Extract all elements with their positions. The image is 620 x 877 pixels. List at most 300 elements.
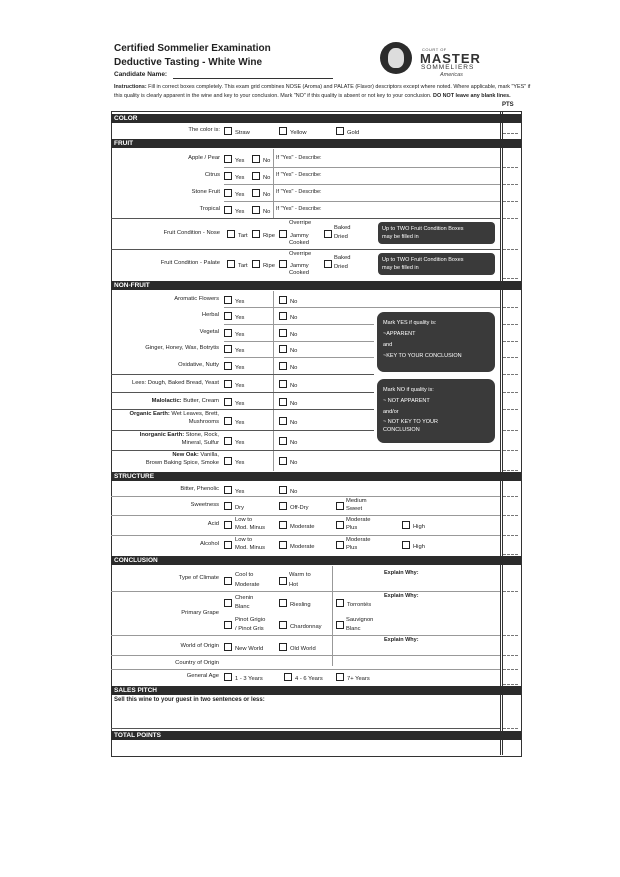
- note-line: may be filled in: [382, 265, 419, 271]
- row-divider: [111, 392, 374, 393]
- age-label: General Age: [186, 673, 219, 679]
- label-text: Wet Leaves, Brett,: [171, 411, 219, 417]
- sweet-offdry-option[interactable]: [279, 502, 309, 512]
- option-label: 7+ Years: [347, 676, 370, 682]
- fruit-describe-label: If "Yes" - Describe:: [276, 155, 322, 161]
- fruit-no-option[interactable]: [252, 189, 270, 199]
- option-label: No: [290, 299, 298, 305]
- nonfruit-no-option[interactable]: [279, 312, 297, 322]
- pts-tick: [503, 635, 518, 636]
- fruit-yes-option[interactable]: [224, 172, 244, 182]
- checkbox[interactable]: [252, 260, 260, 268]
- checkbox[interactable]: [224, 398, 232, 406]
- checkbox[interactable]: [224, 127, 232, 135]
- note-line: Mark YES if quality is:: [383, 320, 437, 326]
- condition-ripe-option[interactable]: [252, 260, 275, 270]
- age-4-6-option[interactable]: [284, 673, 323, 683]
- grape-chenin-option[interactable]: [224, 599, 235, 609]
- section-conclusion: CONCLUSION: [111, 556, 521, 565]
- condition-baked-label: Baked: [334, 255, 351, 261]
- checkbox[interactable]: [252, 206, 260, 214]
- option-label: No: [290, 315, 298, 321]
- pts-header: PTS: [502, 102, 514, 108]
- checkbox[interactable]: [279, 621, 287, 629]
- checkbox[interactable]: [224, 312, 232, 320]
- option-label: Moderate: [346, 517, 371, 523]
- note-line: Up to TWO Fruit Condition Boxes: [382, 226, 464, 232]
- checkbox[interactable]: [224, 329, 232, 337]
- option-label: High: [413, 544, 425, 550]
- option-label: Yes: [235, 365, 245, 371]
- acid-moderate-option[interactable]: [279, 521, 315, 531]
- option-label: Gold: [347, 130, 360, 136]
- pts-tick: [503, 218, 518, 219]
- grape-chardonnay-option[interactable]: [279, 621, 322, 631]
- row-divider: [111, 635, 500, 636]
- fruit-row-label: Citrus: [204, 172, 220, 178]
- checkbox[interactable]: [224, 437, 232, 445]
- checkbox[interactable]: [224, 577, 232, 585]
- grape-riesling-option[interactable]: [279, 599, 311, 609]
- option-label: 4 - 6 Years: [295, 676, 323, 682]
- alcohol-high-option[interactable]: [402, 541, 425, 551]
- option-label: Yes: [235, 299, 245, 305]
- climate-cool-label: [235, 570, 260, 590]
- acid-modplus-label: [346, 516, 371, 532]
- checkbox[interactable]: [224, 362, 232, 370]
- condition-cooked-label: Cooked: [289, 270, 309, 276]
- note-line: ~ NOT APPARENT: [383, 398, 430, 404]
- option-label-2: / Pinot Gris: [235, 626, 264, 632]
- pts-tick: [503, 374, 518, 375]
- nonfruit-row-label: Aromatic Flowers: [174, 296, 219, 302]
- option-label: Yes: [235, 401, 245, 407]
- option-label: Low to: [235, 517, 253, 523]
- option-label: High: [413, 524, 425, 530]
- acid-low-option[interactable]: [224, 521, 235, 531]
- climate-label: Type of Climate: [178, 575, 219, 581]
- instructions: [114, 83, 534, 101]
- checkbox[interactable]: [324, 260, 332, 268]
- note-line: may be filled in: [382, 234, 419, 240]
- option-label-2: Plus: [346, 545, 358, 551]
- checkbox[interactable]: [279, 541, 287, 549]
- option-label: Yes: [235, 489, 245, 495]
- checkbox[interactable]: [224, 417, 232, 425]
- fruit-no-option[interactable]: [252, 206, 270, 216]
- condition-jammy-option[interactable]: [279, 230, 309, 240]
- age-7plus-option[interactable]: [336, 673, 370, 683]
- checkbox[interactable]: [224, 673, 232, 681]
- option-label: Yes: [235, 315, 245, 321]
- nonfruit-no-option[interactable]: [279, 437, 297, 447]
- row-divider: [111, 450, 500, 451]
- checkbox[interactable]: [279, 502, 287, 510]
- row-divider: [224, 324, 374, 325]
- fruit-condition-note: [378, 222, 495, 244]
- sweetness-label: Sweetness: [190, 502, 219, 508]
- nonfruit-yes-option[interactable]: [224, 296, 244, 306]
- option-label: Jammy: [290, 263, 309, 269]
- yes-guidance-note: [377, 312, 495, 372]
- row-divider: [111, 728, 500, 729]
- checkbox[interactable]: [224, 189, 232, 197]
- pts-tick: [503, 684, 518, 685]
- checkbox[interactable]: [279, 296, 287, 304]
- nonfruit-yes-option[interactable]: [224, 417, 244, 427]
- option-label: Dry: [235, 505, 245, 511]
- option-label: Yes: [235, 348, 245, 354]
- label-text: Butter, Cream: [183, 398, 219, 404]
- grape-sauvignon-label: [346, 616, 373, 634]
- note-line: and: [383, 342, 393, 348]
- pts-tick: [503, 307, 518, 308]
- nonfruit-row-label: [112, 411, 219, 426]
- points-column-divider-2: [502, 111, 503, 755]
- row-divider: [224, 201, 500, 202]
- pts-tick: [503, 324, 518, 325]
- candidate-name-field[interactable]: [173, 78, 333, 79]
- option-label: Yellow: [290, 130, 307, 136]
- logo-court: COURT OF: [422, 47, 447, 52]
- checkbox[interactable]: [224, 621, 232, 629]
- checkbox[interactable]: [252, 155, 260, 163]
- option-label: Riesling: [290, 602, 311, 608]
- grape-label: Primary Grape: [181, 610, 219, 616]
- nonfruit-row-label: [112, 432, 219, 447]
- checkbox[interactable]: [224, 643, 232, 651]
- pts-tick: [503, 591, 518, 592]
- checkbox[interactable]: [224, 541, 232, 549]
- pts-tick: [503, 554, 518, 555]
- nonfruit-row-label: Vegetal: [199, 329, 219, 335]
- checkbox[interactable]: [279, 345, 287, 353]
- no-guidance-note: [377, 379, 495, 443]
- pts-tick: [503, 669, 518, 670]
- checkbox[interactable]: [279, 398, 287, 406]
- row-divider: [224, 307, 500, 308]
- pts-tick: [503, 278, 518, 279]
- nonfruit-no-option[interactable]: [279, 345, 297, 355]
- checkbox[interactable]: [336, 541, 344, 549]
- checkbox[interactable]: [336, 599, 344, 607]
- sweet-dry-option[interactable]: [224, 502, 244, 512]
- note-line: Mark NO if quality is:: [383, 387, 434, 393]
- nonfruit-row-label: [112, 452, 219, 467]
- checkbox[interactable]: [279, 260, 287, 268]
- instructions-lead: Instructions:: [114, 84, 147, 90]
- option-label: No: [290, 440, 298, 446]
- option-label-2: Mod. Minus: [235, 545, 265, 551]
- option-label-2: Blanc: [235, 604, 250, 610]
- checkbox[interactable]: [224, 599, 232, 607]
- option-label: Medium: [346, 498, 367, 504]
- fruit-row-label: Tropical: [199, 206, 220, 212]
- row-divider: [111, 515, 500, 516]
- option-label-2: Moderate: [235, 582, 260, 588]
- checkbox[interactable]: [224, 345, 232, 353]
- label-prefix: Inorganic Earth:: [139, 432, 185, 438]
- checkbox[interactable]: [279, 643, 287, 651]
- checkbox[interactable]: [279, 362, 287, 370]
- alcohol-moderate-option[interactable]: [279, 541, 315, 551]
- option-label: Tart: [238, 263, 248, 269]
- condition-tart-option[interactable]: [227, 260, 248, 270]
- pts-tick: [503, 430, 518, 431]
- pts-tick: [503, 341, 518, 342]
- checkbox[interactable]: [284, 673, 292, 681]
- nonfruit-no-option[interactable]: [279, 457, 297, 467]
- option-label: No: [290, 460, 298, 466]
- nonfruit-row-label: Oxidative, Nutty: [178, 362, 219, 368]
- option-label: New World: [235, 646, 264, 652]
- option-label: No: [290, 365, 298, 371]
- row-divider: [111, 591, 500, 592]
- section-total-points: TOTAL POINTS: [111, 731, 521, 740]
- option-label-2: Mod. Minus: [235, 525, 265, 531]
- checkbox[interactable]: [224, 521, 232, 529]
- nonfruit-no-option[interactable]: [279, 380, 297, 390]
- color-gold-option[interactable]: [336, 127, 359, 137]
- checkbox[interactable]: [227, 260, 235, 268]
- acid-label: Acid: [207, 521, 219, 527]
- checkbox[interactable]: [224, 155, 232, 163]
- row-divider: [224, 357, 374, 358]
- option-label: Sauvignon: [346, 617, 374, 623]
- origin-new-option[interactable]: [224, 643, 263, 653]
- checkbox[interactable]: [336, 621, 344, 629]
- nonfruit-no-option[interactable]: [279, 329, 297, 339]
- fruit-yes-option[interactable]: [224, 206, 244, 216]
- pts-tick: [503, 133, 518, 134]
- color-yellow-option[interactable]: [279, 127, 307, 137]
- origin-explain-label: Explain Why:: [384, 637, 419, 643]
- fruit-yes-option[interactable]: [224, 189, 244, 199]
- row-divider: [111, 409, 374, 410]
- logo-americas: Americas: [440, 72, 463, 78]
- nonfruit-row-label: Lees: Dough, Baked Bread, Yeast: [131, 380, 219, 386]
- acid-high-option[interactable]: [402, 521, 425, 531]
- conclusion-divider: [332, 566, 333, 666]
- option-label: Torrontés: [347, 602, 372, 608]
- checkbox[interactable]: [279, 577, 287, 585]
- row-divider: [111, 249, 500, 250]
- row-divider: [111, 535, 500, 536]
- instructions-tail: DO NOT leave any blank lines.: [433, 93, 511, 99]
- nonfruit-yes-option[interactable]: [224, 457, 244, 467]
- condition-tart-option[interactable]: [227, 230, 248, 240]
- note-line: ~APPARENT: [383, 331, 416, 337]
- color-straw-option[interactable]: [224, 127, 250, 137]
- pts-tick: [503, 535, 518, 536]
- option-label-2: Plus: [346, 525, 358, 531]
- label-text: Stone, Rock,: [185, 432, 219, 438]
- nonfruit-yes-option[interactable]: [224, 312, 244, 322]
- option-label: No: [290, 383, 298, 389]
- option-label: Ripe: [263, 233, 275, 239]
- nonfruit-row-label: Ginger, Honey, Wax, Botrytis: [145, 345, 219, 351]
- section-nonfruit: NON-FRUIT: [111, 281, 521, 290]
- checkbox[interactable]: [279, 230, 287, 238]
- option-label: Straw: [235, 130, 250, 136]
- color-label: The color is:: [188, 127, 220, 133]
- nonfruit-no-option[interactable]: [279, 398, 297, 408]
- grape-pinot-option[interactable]: [224, 621, 235, 631]
- alcohol-low-option[interactable]: [224, 541, 235, 551]
- note-line: Up to TWO Fruit Condition Boxes: [382, 257, 464, 263]
- condition-cooked-label: Cooked: [289, 240, 309, 246]
- climate-warm-label: [289, 570, 311, 590]
- row-divider: [111, 655, 500, 656]
- row-divider: [111, 430, 374, 431]
- checkbox[interactable]: [224, 206, 232, 214]
- option-label: No: [290, 348, 298, 354]
- nonfruit-yes-option[interactable]: [224, 345, 244, 355]
- origin-old-option[interactable]: [279, 643, 316, 653]
- section-structure: STRUCTURE: [111, 472, 521, 481]
- checkbox[interactable]: [336, 127, 344, 135]
- option-label: Pinot Grigio: [235, 617, 266, 623]
- bitter-yes-option[interactable]: [224, 486, 244, 496]
- condition-jammy-option[interactable]: [279, 260, 309, 270]
- option-label: No: [290, 332, 298, 338]
- option-label: No: [263, 209, 271, 215]
- alcohol-low-label: [235, 536, 265, 552]
- nonfruit-divider: [273, 291, 274, 471]
- checkbox[interactable]: [279, 417, 287, 425]
- fruit-describe-label: If "Yes" - Describe:: [276, 172, 322, 178]
- fruit-no-option[interactable]: [252, 172, 270, 182]
- option-label: Off-Dry: [290, 505, 309, 511]
- checkbox[interactable]: [279, 486, 287, 494]
- checkbox[interactable]: [336, 521, 344, 529]
- logo-sommeliers: SOMMELIERS: [421, 64, 475, 71]
- checkbox[interactable]: [279, 329, 287, 337]
- condition-baked-label: Baked: [334, 225, 351, 231]
- bitter-no-option[interactable]: [279, 486, 297, 496]
- checkbox[interactable]: [252, 172, 260, 180]
- pts-tick: [503, 728, 518, 729]
- checkbox[interactable]: [279, 599, 287, 607]
- checkbox[interactable]: [252, 230, 260, 238]
- pts-tick: [503, 249, 518, 250]
- instructions-text: Fill in correct boxes completely. This exam grid combines NOSE (Aroma) and PALATE (Flavor) descriptors except where noted. Where applicable, mark "YES" if this quality is clearly apparent in the wine and key to your conclusion. Mark "NO" if this quality is absent or not key to your conclusion.: [114, 84, 531, 99]
- fruit-describe-label: If "Yes" - Describe:: [276, 206, 322, 212]
- grape-explain-label: Explain Why:: [384, 593, 419, 599]
- label-prefix: Malolactic:: [151, 398, 182, 404]
- option-label-2: Hot: [289, 582, 299, 588]
- checkbox[interactable]: [227, 230, 235, 238]
- row-divider: [224, 167, 500, 168]
- checkbox[interactable]: [324, 230, 332, 238]
- checkbox[interactable]: [224, 457, 232, 465]
- climate-cool-option[interactable]: [224, 577, 235, 587]
- checkbox[interactable]: [224, 380, 232, 388]
- checkbox[interactable]: [224, 486, 232, 494]
- checkbox[interactable]: [279, 312, 287, 320]
- checkbox[interactable]: [279, 521, 287, 529]
- grape-chenin-label: [235, 594, 253, 612]
- checkbox[interactable]: [279, 380, 287, 388]
- row-divider: [224, 184, 500, 185]
- option-label: Yes: [235, 175, 245, 181]
- nonfruit-yes-option[interactable]: [224, 380, 244, 390]
- court-of-master-sommeliers-logo: [380, 42, 520, 82]
- option-label: Moderate: [346, 537, 371, 543]
- nonfruit-row-label: Herbal: [201, 312, 219, 318]
- fruit-yes-option[interactable]: [224, 155, 244, 165]
- option-label: Warm to: [289, 572, 311, 578]
- condition-dried-label: Dried: [334, 264, 348, 270]
- fruit-row-label: Apple / Pear: [188, 155, 220, 161]
- grape-torrontes-option[interactable]: [336, 599, 371, 609]
- checkbox[interactable]: [279, 437, 287, 445]
- checkbox[interactable]: [336, 502, 344, 510]
- option-label: No: [290, 489, 298, 495]
- pts-tick: [503, 201, 518, 202]
- nonfruit-yes-option[interactable]: [224, 362, 244, 372]
- fruit-no-option[interactable]: [252, 155, 270, 165]
- checkbox[interactable]: [279, 457, 287, 465]
- option-label: No: [290, 420, 298, 426]
- row-divider: [224, 341, 374, 342]
- age-1-3-option[interactable]: [224, 673, 263, 683]
- option-label: Yes: [235, 192, 245, 198]
- option-label: Yes: [235, 460, 245, 466]
- fruit-row-label: Stone Fruit: [191, 189, 220, 195]
- option-label: No: [263, 158, 271, 164]
- checkbox[interactable]: [252, 189, 260, 197]
- condition-ripe-option[interactable]: [252, 230, 275, 240]
- section-color: COLOR: [111, 114, 521, 123]
- pts-tick: [503, 167, 518, 168]
- label-prefix: Organic Earth:: [129, 411, 170, 417]
- option-label: Chenin: [235, 595, 254, 601]
- option-label: No: [263, 175, 271, 181]
- option-label: 1 - 3 Years: [235, 676, 263, 682]
- climate-explain-label: Explain Why:: [384, 570, 419, 576]
- checkbox[interactable]: [224, 296, 232, 304]
- origin-label: World of Origin: [180, 643, 219, 649]
- fruit-condition-palate-label: Fruit Condition - Palate: [160, 260, 220, 266]
- nonfruit-no-option[interactable]: [279, 362, 297, 372]
- nonfruit-yes-option[interactable]: [224, 437, 244, 447]
- condition-overripe-label: Overripe: [289, 220, 312, 226]
- logo-master: MASTER: [420, 51, 481, 66]
- pts-tick: [503, 357, 518, 358]
- checkbox[interactable]: [224, 502, 232, 510]
- nonfruit-no-option[interactable]: [279, 296, 297, 306]
- nonfruit-yes-option[interactable]: [224, 329, 244, 339]
- option-label: Tart: [238, 233, 248, 239]
- alcohol-modplus-label: [346, 536, 371, 552]
- fruit-condition-note: [378, 253, 495, 275]
- checkbox[interactable]: [224, 172, 232, 180]
- label-text-2: Mineral, Sulfur: [181, 439, 219, 446]
- nonfruit-yes-option[interactable]: [224, 398, 244, 408]
- checkbox[interactable]: [279, 127, 287, 135]
- checkbox[interactable]: [402, 521, 410, 529]
- alcohol-label: Alcohol: [199, 541, 219, 547]
- checkbox[interactable]: [402, 541, 410, 549]
- option-label-2: Sweet: [346, 506, 363, 512]
- page-subtitle: Deductive Tasting - White Wine: [114, 57, 263, 68]
- candidate-name-label: Candidate Name:: [114, 71, 168, 78]
- nonfruit-no-option[interactable]: [279, 417, 297, 427]
- points-column-divider: [500, 111, 501, 755]
- checkbox[interactable]: [336, 673, 344, 681]
- label-text-2: Brown Baking Spice, Smoke: [145, 459, 219, 466]
